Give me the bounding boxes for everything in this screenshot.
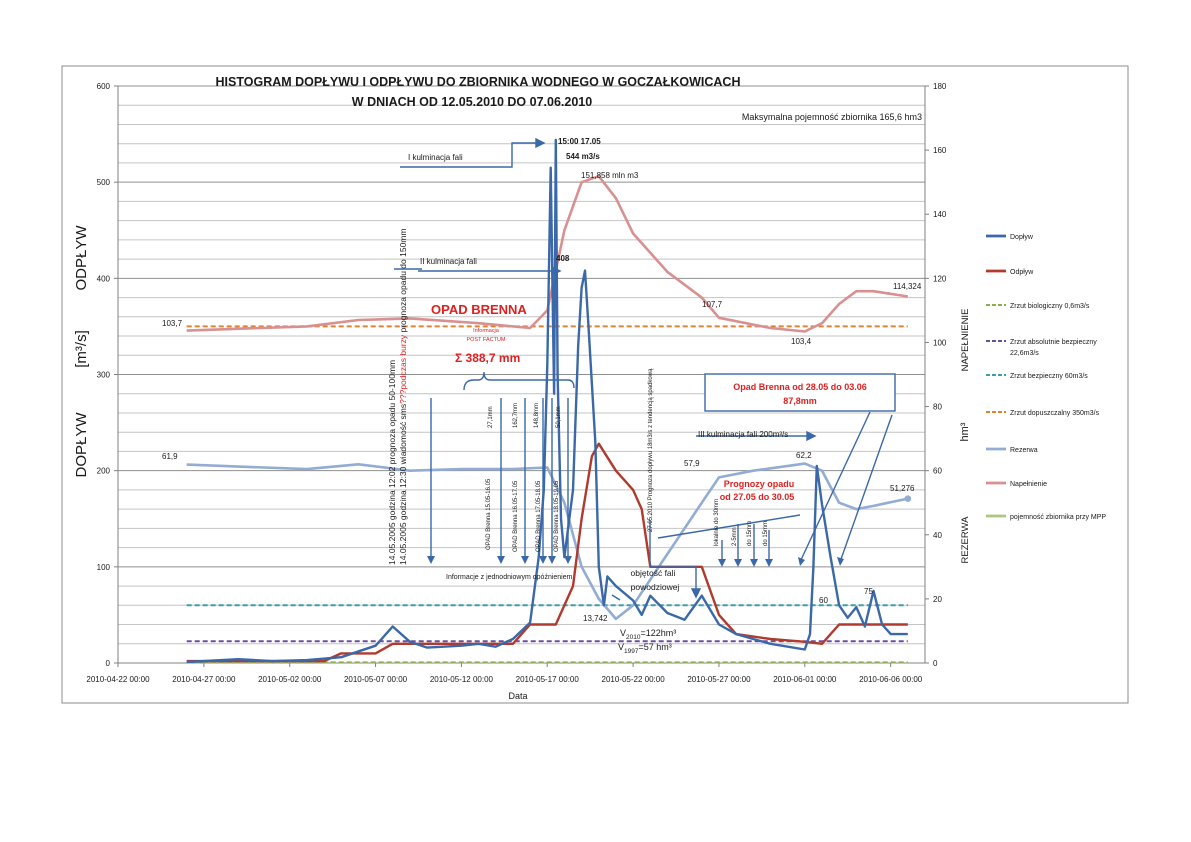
label-114-324: 114,324 — [893, 282, 922, 291]
y-right-tick-label: 80 — [933, 402, 942, 412]
legend-label: Zrzut biologiczny 0,6m3/s — [1010, 303, 1090, 310]
peak2-label: 408 — [556, 254, 570, 263]
x-tick-label: 2010-06-06 00:00 — [859, 675, 923, 684]
rot-opad-2: OPAD Brenna 16.05-17.05 — [513, 480, 519, 552]
label-61-9: 61,9 — [162, 452, 178, 461]
x-tick-label: 2010-06-01 00:00 — [773, 675, 837, 684]
x-tick-label: 2010-05-17 00:00 — [515, 675, 579, 684]
max-capacity-label: Maksymalna pojemność zbiornika 165,6 hm3 — [741, 112, 922, 122]
x-tick-label: 2010-04-22 00:00 — [86, 675, 150, 684]
sum-label: Σ 388,7 mm — [455, 351, 521, 365]
rot-do-15mm-a: do 15mm — [747, 520, 753, 546]
y-left-tick-label: 200 — [96, 466, 110, 476]
x-tick-label: 2010-05-27 00:00 — [687, 675, 751, 684]
y-left-label-top: ODPŁYW — [73, 225, 90, 291]
x-tick-label: 2010-05-02 00:00 — [258, 675, 322, 684]
x-tick-label: 2010-05-07 00:00 — [343, 675, 408, 684]
x-axis-label: Data — [508, 691, 528, 701]
y-right-tick-label: 180 — [933, 82, 947, 91]
label-75: 75 — [864, 587, 873, 596]
y-right-tick-label: 100 — [933, 338, 947, 348]
label-62-2: 62,2 — [796, 451, 812, 460]
chart-title-line1: HISTOGRAM DOPŁYWU I ODPŁYWU DO ZBIORNIKA WODNEGO W GOCZAŁKOWICACH — [215, 75, 741, 89]
rot-162-7: 162,7mm — [513, 402, 519, 428]
legend-label: Napełnienie — [1010, 481, 1047, 488]
series-endpoint — [905, 495, 911, 501]
y-right-tick-label: 40 — [933, 530, 942, 540]
rot-opad-4: OPAD Brenna 18.05-19.05 — [554, 480, 560, 552]
y-left-tick-label: 0 — [105, 659, 110, 668]
rot-2-5mm: 2-5mm — [732, 527, 738, 546]
y-left-label-bottom: DOPŁYW — [73, 412, 90, 478]
peak1-value: 544 m3/s — [566, 152, 600, 161]
y-left-label-unit: [m³/s] — [73, 330, 90, 368]
legend-label: Zrzut bezpieczny 60m3/s — [1010, 373, 1088, 380]
callout-line1: Opad Brenna od 28.05 do 03.06 — [733, 382, 867, 392]
rot-forecast-1: 14.05.2005 godzina 12:02 prognoza opadu 50-100mm — [387, 359, 397, 565]
filling-peak-label: 151,858 mln m3 — [581, 171, 639, 180]
v2010-label: $V_{2010}=122hm^3$ — [620, 628, 677, 641]
x-tick-label: 2010-05-22 00:00 — [601, 675, 665, 684]
y-right-tick-label: 60 — [933, 466, 942, 476]
wave-line1: objętość fali — [630, 568, 676, 578]
callout-line2: 87,8mm — [783, 396, 817, 406]
rot-do-15mm-b: do 15mm — [763, 520, 769, 546]
info-post-factum-2: POST FACTUM — [466, 337, 506, 343]
y-right-tick-label: 0 — [933, 659, 938, 668]
rot-prognoza-doplywu: 27.05.2010 Prognoza dopływu 18m3/s z tendencją spadkową — [648, 368, 654, 532]
label-13-742: 13,742 — [583, 614, 608, 623]
label-60: 60 — [819, 596, 828, 605]
label-103-4: 103,4 — [791, 337, 812, 346]
label-103-7: 103,7 — [162, 319, 183, 328]
prognozy-line1: Prognozy opadu — [723, 479, 795, 489]
y-right-tick-label: 140 — [933, 210, 947, 220]
y-left-tick-label: 100 — [96, 562, 110, 572]
legend-label: Zrzut absolutnie bezpieczny 22,6m3/s — [1010, 339, 1097, 357]
y-right-tick-label: 120 — [933, 274, 947, 284]
y-right-label-top: NAPEŁNIENIE — [960, 308, 971, 372]
info-delay-label: Informacje z jednodniowym opóźnieniem — [446, 574, 573, 581]
prognozy-line2: od 27.05 do 30.05 — [719, 492, 795, 502]
rot-forecast-2: 14.05.2005 godzina 12:30 wiadomość sms???podczas burzy prognoza opadu do 150mm — [398, 228, 408, 565]
legend-label: pojemność zbiornika przy MPP — [1010, 514, 1107, 521]
chart-area-border — [62, 66, 1128, 703]
y-left-tick-label: 400 — [96, 274, 110, 284]
v1997-label: $V_{1997}=57$ hm³ — [618, 642, 672, 655]
legend-label: Odpływ — [1010, 269, 1034, 276]
legend-label: Zrzut dopuszczalny 350m3/s — [1010, 410, 1100, 417]
culm2-label: II kulminacja fali — [420, 257, 477, 266]
rot-opad-1: OPAD Brenna 15.05-16.05 — [486, 478, 492, 550]
x-tick-label: 2010-04-27 00:00 — [172, 675, 236, 684]
y-right-label-bottom: REZERWA — [960, 516, 971, 564]
label-57-9: 57,9 — [684, 459, 700, 468]
y-left-tick-label: 600 — [96, 82, 110, 91]
rot-opad-3: OPAD Brenna 17.05-18.05 — [536, 480, 542, 552]
legend-label: Dopływ — [1010, 234, 1033, 241]
label-51-276: 51,276 — [890, 484, 915, 493]
rot-lokalnie: lokalnie do 30mm — [714, 498, 720, 546]
wave-line2: powodziowej — [630, 582, 680, 592]
culm1-label: I kulminacja fali — [408, 153, 463, 162]
y-right-label-unit: hm³ — [959, 422, 971, 442]
label-107-7: 107,7 — [702, 300, 723, 309]
legend-label: Rezerwa — [1010, 447, 1038, 454]
opad-brenna-label: OPAD BRENNA — [431, 302, 527, 317]
peak1-time: 15:00 17.05 — [558, 137, 601, 146]
y-left-tick-label: 500 — [96, 178, 110, 188]
x-tick-label: 2010-05-12 00:00 — [429, 675, 493, 684]
rot-148-8: 148,8mm — [534, 402, 540, 428]
y-right-tick-label: 20 — [933, 594, 942, 604]
chart-title-line2: W DNIACH OD 12.05.2010 DO 07.06.2010 — [351, 95, 593, 109]
rot-50-1: 50,1mm — [556, 406, 562, 428]
y-left-tick-label: 300 — [96, 370, 110, 380]
info-post-factum-1: Informacja — [473, 328, 499, 334]
y-right-tick-label: 160 — [933, 146, 947, 156]
culm3-label: III kulminacja fali 200m³/s — [698, 430, 789, 439]
rot-27-1: 27,1mm — [488, 406, 494, 428]
